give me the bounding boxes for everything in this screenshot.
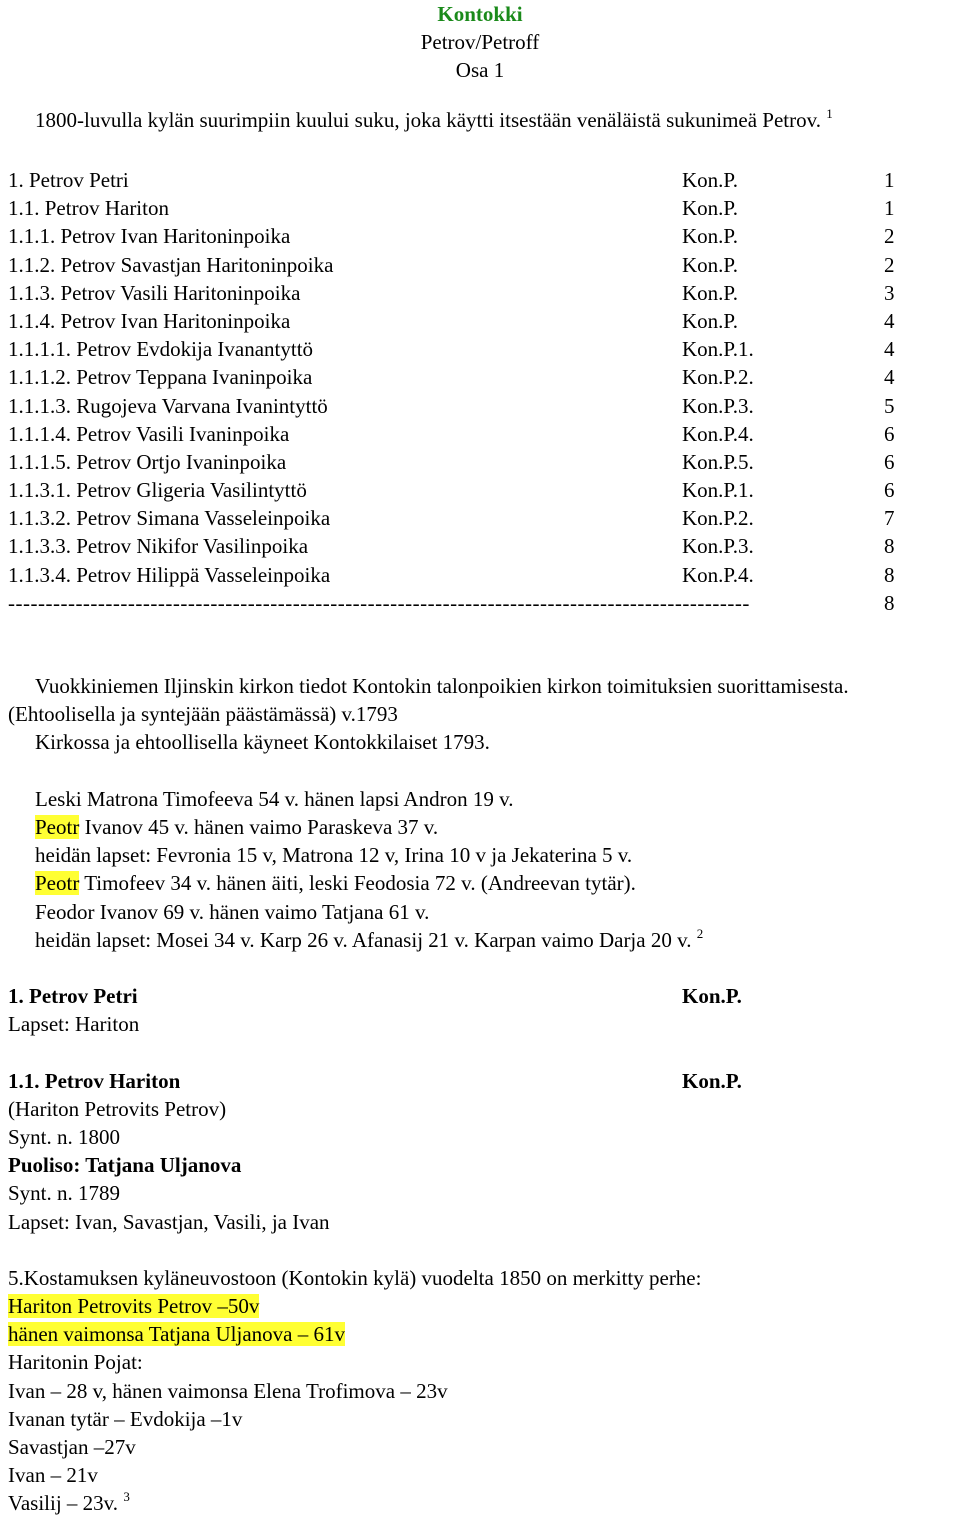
person-alt-name: (Hariton Petrovits Petrov) bbox=[8, 1096, 227, 1121]
highlighted-census-entry: Hariton Petrovits Petrov –50v bbox=[8, 1294, 260, 1319]
toc-entry-page: 1 bbox=[884, 168, 895, 192]
toc-entry-page: 7 bbox=[884, 506, 895, 531]
toc-row bbox=[8, 363, 960, 391]
toc-row bbox=[8, 335, 960, 363]
toc-entry-title: 1.1.1. Petrov Ivan Haritoninpoika bbox=[8, 224, 291, 249]
toc-entry-code: Kon.P.4. bbox=[682, 562, 754, 587]
person-code: Kon.P. bbox=[682, 1068, 742, 1093]
toc-row bbox=[8, 251, 960, 279]
spouse-birth: Synt. n. 1789 bbox=[8, 1181, 121, 1206]
toc-entry-title: 1.1.1.3. Rugojeva Varvana Ivanintyttö bbox=[8, 393, 328, 418]
toc-entry-code: Kon.P. bbox=[682, 252, 739, 277]
census-line: Ivan – 28 v, hänen vaimonsa Elena Trofimova – 23v bbox=[8, 1378, 448, 1403]
document-part: Osa 1 bbox=[455, 58, 505, 82]
census-line bbox=[8, 1320, 960, 1348]
toc-entry-page: 6 bbox=[884, 478, 895, 503]
toc-row bbox=[8, 532, 960, 560]
census-line bbox=[8, 1292, 960, 1320]
toc-row bbox=[8, 420, 960, 448]
toc-entry-page: 4 bbox=[884, 308, 895, 333]
person-spouse: Puoliso: Tatjana Uljanova bbox=[8, 1153, 242, 1178]
toc-row bbox=[8, 307, 960, 335]
toc-row bbox=[8, 194, 960, 222]
toc-row bbox=[8, 392, 960, 420]
census-line bbox=[8, 1489, 960, 1517]
highlighted-name: Peotr bbox=[35, 814, 80, 839]
record-line bbox=[0, 869, 960, 897]
record-line: Feodor Ivanov 69 v. hänen vaimo Tatjana 61 v. bbox=[35, 899, 430, 924]
toc-entry-page: 4 bbox=[884, 337, 895, 362]
footnote-ref-3: 3 bbox=[123, 1489, 130, 1505]
footnote-ref-2: 2 bbox=[696, 925, 704, 941]
toc-entry-code: Kon.P.2. bbox=[682, 506, 754, 531]
toc-entry-title: 1. Petrov Petri bbox=[8, 168, 129, 192]
toc-entry-code: Kon.P.2. bbox=[682, 365, 754, 390]
toc-entry-code: Kon.P.3. bbox=[682, 534, 754, 559]
toc-row bbox=[8, 448, 960, 476]
dashed-separator: --------------------------------------------------------------------------------------------------- bbox=[8, 590, 750, 615]
document-subtitle: Petrov/Petroff bbox=[420, 30, 540, 54]
record-text: Ivanov 45 v. hänen vaimo Paraskeva 37 v. bbox=[79, 814, 439, 839]
toc-entry-code: Kon.P. bbox=[682, 168, 739, 192]
toc-entry-page: 6 bbox=[884, 449, 895, 474]
highlighted-name: Peotr bbox=[35, 871, 80, 896]
toc-entry-page: 2 bbox=[884, 252, 895, 277]
census-line: Haritonin Pojat: bbox=[8, 1350, 143, 1375]
toc-entry-title: 1.1.4. Petrov Ivan Haritoninpoika bbox=[8, 308, 291, 333]
church-intro-line: Vuokkiniemen Iljinskin kirkon tiedot Kontokin talonpoikien kirkon toimituksien suorittamisesta. bbox=[35, 674, 849, 698]
record-text: heidän lapset: Mosei 34 v. Karp 26 v. Afanasij bbox=[35, 927, 424, 952]
toc-entry-page: 8 bbox=[884, 562, 895, 587]
census-heading: 5.Kostamuksen kyläneuvostoon (Kontokin kylä) vuodelta 1850 on merkitty perhe: bbox=[8, 1265, 702, 1290]
toc-entry-code: Kon.P.3. bbox=[682, 393, 754, 418]
church-intro-line: (Ehtoolisella ja syntejään päästämässä) v.1793 bbox=[8, 702, 398, 727]
toc-entry-title: 1.1.1.2. Petrov Teppana Ivaninpoika bbox=[8, 365, 313, 390]
record-line bbox=[0, 926, 960, 954]
person-name: 1. Petrov Petri bbox=[8, 984, 138, 1008]
toc-entry-page: 6 bbox=[884, 421, 895, 446]
highlighted-census-entry: hänen vaimonsa Tatjana Uljanova – 61v bbox=[8, 1322, 345, 1347]
toc-separator-row bbox=[8, 589, 960, 617]
toc-entry-code: Kon.P. bbox=[682, 224, 739, 249]
toc-entry-code: Kon.P. bbox=[682, 308, 739, 333]
toc-row bbox=[8, 222, 960, 250]
person-children: Lapset: Hariton bbox=[8, 1012, 140, 1037]
toc-entry-page: 1 bbox=[884, 196, 895, 221]
toc-entry-title: 1.1.3.2. Petrov Simana Vasseleinpoika bbox=[8, 506, 331, 531]
record-line: Leski Matrona Timofeeva 54 v. hänen lapsi Andron 19 v. bbox=[35, 786, 514, 811]
toc-row bbox=[8, 561, 960, 589]
census-line: Savastjan –27v bbox=[8, 1435, 136, 1459]
toc-entry-code: Kon.P. bbox=[682, 196, 739, 221]
record-line bbox=[0, 813, 960, 841]
toc-entry-title: 1.1. Petrov Hariton bbox=[8, 196, 169, 221]
person-heading bbox=[8, 982, 960, 1010]
toc-entry-title: 1.1.2. Petrov Savastjan Haritoninpoika bbox=[8, 252, 334, 277]
document-title: Kontokki bbox=[437, 2, 523, 26]
census-text: Vasilij – 23v. bbox=[8, 1491, 119, 1516]
toc-row bbox=[8, 279, 960, 307]
person-children: Lapset: Ivan, Savastjan, Vasili, ja Ivan bbox=[8, 1209, 330, 1234]
toc-entry-code: Kon.P.1. bbox=[682, 337, 754, 362]
person-code: Kon.P. bbox=[682, 984, 742, 1008]
record-text: Timofeev 34 v. hänen äiti, leski Feodosia 72 v. (Andreevan tytär). bbox=[79, 871, 636, 896]
church-records-section bbox=[0, 672, 960, 954]
census-line: Ivanan tytär – Evdokija –1v bbox=[8, 1406, 243, 1431]
toc-entry-page: 5 bbox=[884, 393, 895, 418]
footnote-ref-1: 1 bbox=[826, 106, 833, 121]
record-line: heidän lapset: Fevronia 15 v, Matrona 12 v, Irina 10 v ja Jekaterina 5 v. bbox=[35, 843, 633, 868]
person-name: 1.1. Petrov Hariton bbox=[8, 1068, 181, 1093]
church-intro-line: Kirkossa ja ehtoollisella käyneet Kontokkilaiset 1793. bbox=[35, 730, 490, 755]
intro-text: 1800-luvulla kylän suurimpiin kuului suku, joka käytti itsestään venäläistä sukunimeä Petrov. bbox=[35, 108, 822, 132]
toc-row bbox=[8, 476, 960, 504]
toc-entry-code: Kon.P.1. bbox=[682, 478, 754, 503]
toc-entry-title: 1.1.3.3. Petrov Nikifor Vasilinpoika bbox=[8, 534, 309, 559]
toc-entry-title: 1.1.3.4. Petrov Hilippä Vasseleinpoika bbox=[8, 562, 331, 587]
toc-entry-code: Kon.P.5. bbox=[682, 449, 754, 474]
person-birth: Synt. n. 1800 bbox=[8, 1124, 121, 1149]
document-header bbox=[0, 0, 960, 84]
census-line: Ivan – 21v bbox=[8, 1463, 98, 1488]
toc-separator-page: 8 bbox=[884, 590, 895, 615]
toc-entry-page: 4 bbox=[884, 365, 895, 390]
toc-entry-page: 8 bbox=[884, 534, 895, 559]
toc-entry-code: Kon.P. bbox=[682, 280, 739, 305]
toc-entry-title: 1.1.3. Petrov Vasili Haritoninpoika bbox=[8, 280, 301, 305]
table-of-contents bbox=[8, 166, 960, 617]
person-entries bbox=[8, 982, 960, 1518]
record-text: 21 v. Karpan vaimo Darja 20 v. bbox=[423, 927, 692, 952]
intro-paragraph bbox=[35, 108, 833, 133]
toc-entry-page: 2 bbox=[884, 224, 895, 249]
toc-entry-page: 3 bbox=[884, 280, 895, 305]
toc-entry-title: 1.1.1.4. Petrov Vasili Ivaninpoika bbox=[8, 421, 290, 446]
toc-entry-code: Kon.P.4. bbox=[682, 421, 754, 446]
person-heading bbox=[8, 1067, 960, 1095]
toc-row bbox=[8, 166, 960, 194]
toc-row bbox=[8, 504, 960, 532]
toc-entry-title: 1.1.3.1. Petrov Gligeria Vasilintyttö bbox=[8, 478, 307, 503]
toc-entry-title: 1.1.1.1. Petrov Evdokija Ivanantyttö bbox=[8, 337, 314, 362]
toc-entry-title: 1.1.1.5. Petrov Ortjo Ivaninpoika bbox=[8, 449, 287, 474]
